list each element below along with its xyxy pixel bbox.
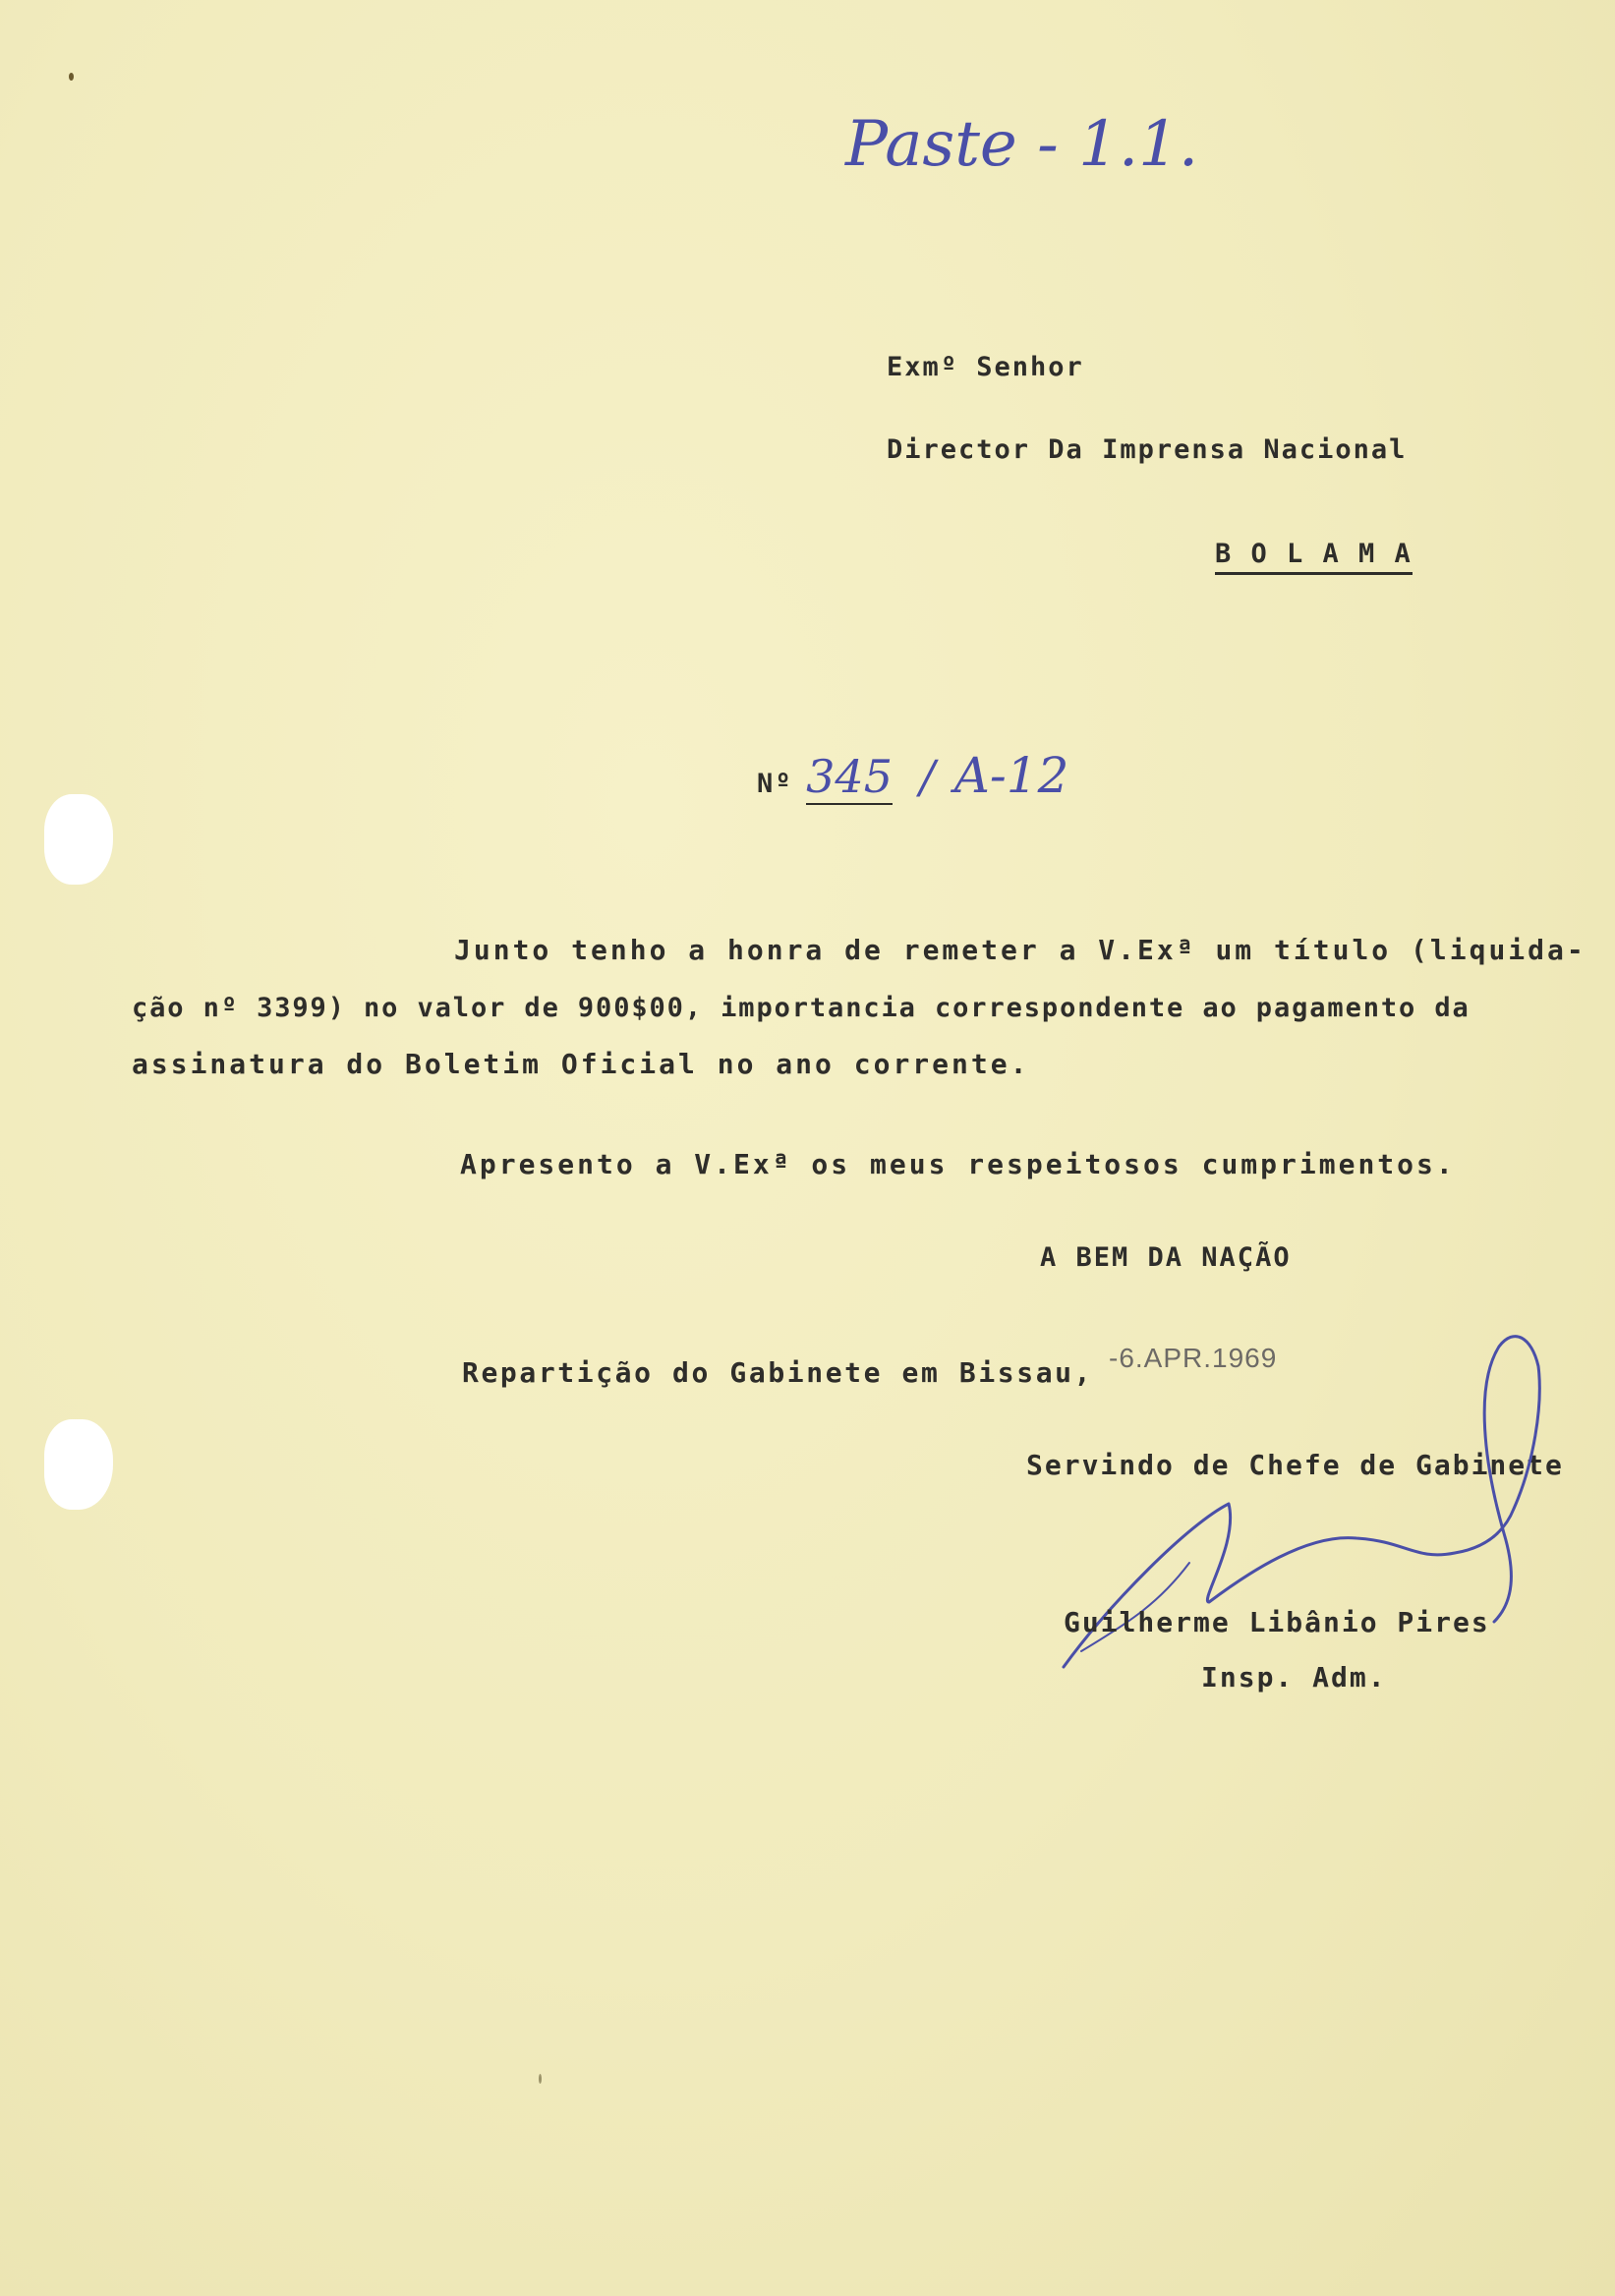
paper-speck: [69, 73, 74, 81]
body-line-3: assinatura do Boletim Oficial no ano corrente.: [132, 1048, 1030, 1080]
punch-hole-bottom: [44, 1419, 113, 1510]
paper-speck: [539, 2074, 542, 2084]
body-line-1: Junto tenho a honra de remeter a V.Exª um título (liquida-: [454, 934, 1586, 966]
closing-place-line: Repartição do Gabinete em Bissau,: [462, 1356, 1094, 1389]
reference-number-handwritten: 345: [806, 750, 893, 803]
date-stamp: -6.APR.1969: [1109, 1343, 1278, 1373]
body-paragraph-2: Apresento a V.Exª os meus respeitosos cumprimentos.: [460, 1148, 1456, 1180]
salutation: Exmº Senhor: [887, 352, 1084, 382]
closing-motto: A BEM DA NAÇÃO: [1040, 1242, 1292, 1273]
closing-role: Servindo de Chefe de Gabinete: [1026, 1449, 1564, 1481]
reference-number: [757, 747, 1068, 804]
reference-suffix: A-12: [953, 747, 1069, 804]
reference-prefix: Nº: [757, 769, 793, 799]
reference-separator: /: [919, 750, 936, 803]
addressee-city: B O L A M A: [1215, 539, 1413, 575]
signatory-title: Insp. Adm.: [1201, 1661, 1387, 1693]
handwritten-annotation: Paste - 1.1.: [845, 108, 1199, 181]
punch-hole-top: [44, 794, 113, 885]
signatory-name: Guilherme Libânio Pires: [1064, 1606, 1490, 1638]
addressee-title: Director Da Imprensa Nacional: [887, 434, 1408, 465]
body-line-2: ção nº 3399) no valor de 900$00, importancia correspondente ao pagamento da: [132, 993, 1471, 1023]
